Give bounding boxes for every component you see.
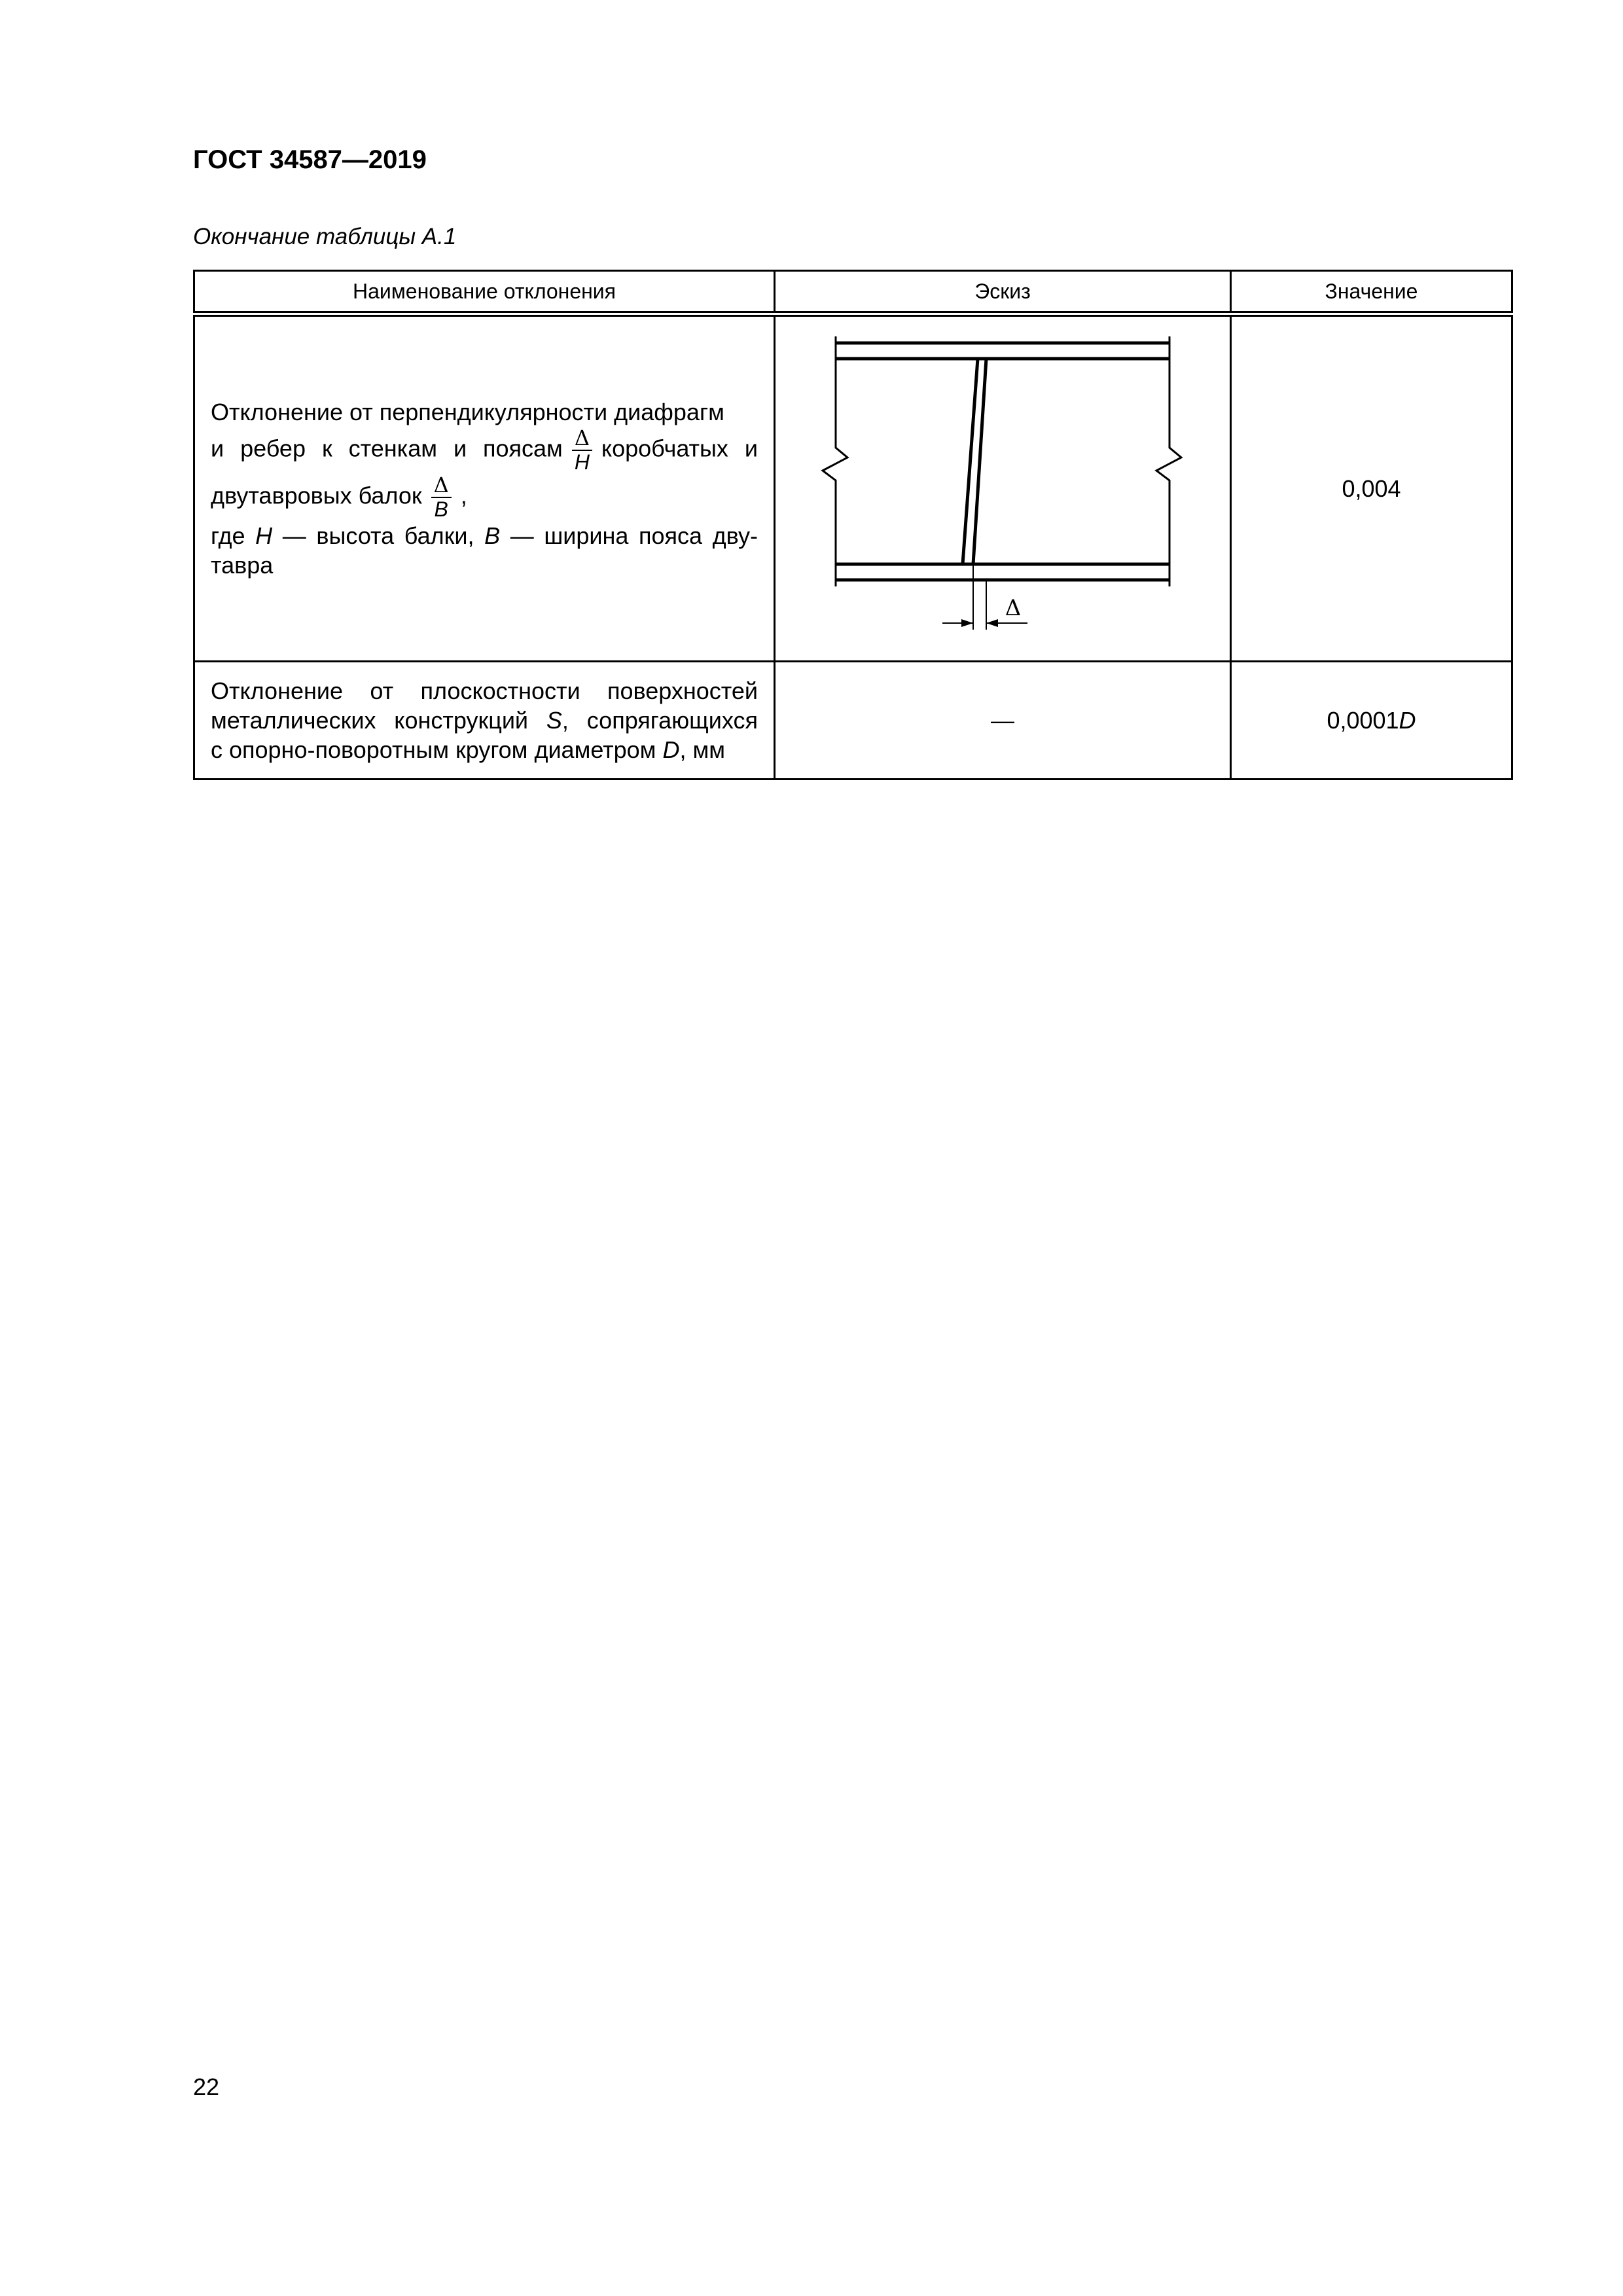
row1-line4: где H — высота балки, B — ширина пояса дву- xyxy=(211,522,758,550)
row2-line3: с опорно-поворотным кругом диаметром D, мм xyxy=(211,736,725,763)
row2-line2: металлических конструкций S, сопрягающихся xyxy=(211,707,758,734)
table-row xyxy=(194,662,1512,780)
table-caption: Окончание таблицы А.1 xyxy=(193,224,457,249)
table-header-row xyxy=(194,271,1512,314)
deviation-name-cell xyxy=(194,314,775,662)
page-number: 22 xyxy=(193,2073,220,2100)
deviation-name-cell xyxy=(194,662,775,780)
column-header-name: Наименование отклонения xyxy=(194,271,775,314)
deviations-table xyxy=(193,270,1513,780)
value-cell: 0,0001D xyxy=(1231,662,1512,780)
row1-line2: и ребер к стенкам и поясам $\frac{\Delta}{H}$ коробчатых и xyxy=(211,425,758,474)
row1-line3: двутавровых балок $\frac{\Delta}{B}$ , xyxy=(211,473,467,522)
sketch-cell-dash: — xyxy=(775,662,1231,780)
column-header-value: Значение xyxy=(1231,271,1512,314)
row1-line5: тавра xyxy=(211,552,274,579)
fraction-delta-over-h: $\frac{\Delta}{H}$ xyxy=(572,427,592,474)
row2-line1: Отклонение от плоскостности поверхностей xyxy=(211,677,758,704)
row1-line1: Отклонение от перпендикулярности диафрагм xyxy=(211,398,724,425)
document-id: ГОСТ 34587—2019 xyxy=(193,145,427,174)
table-row xyxy=(194,314,1512,662)
value-cell: 0,004 xyxy=(1231,314,1512,662)
beam-diaphragm-sketch xyxy=(776,317,1232,660)
fraction-delta-over-b: $\frac{\Delta}{B}$ xyxy=(431,474,452,521)
column-header-sketch: Эскиз xyxy=(775,271,1231,314)
sketch-cell xyxy=(775,314,1231,662)
sketch-delta-label: Δ xyxy=(1005,595,1022,621)
